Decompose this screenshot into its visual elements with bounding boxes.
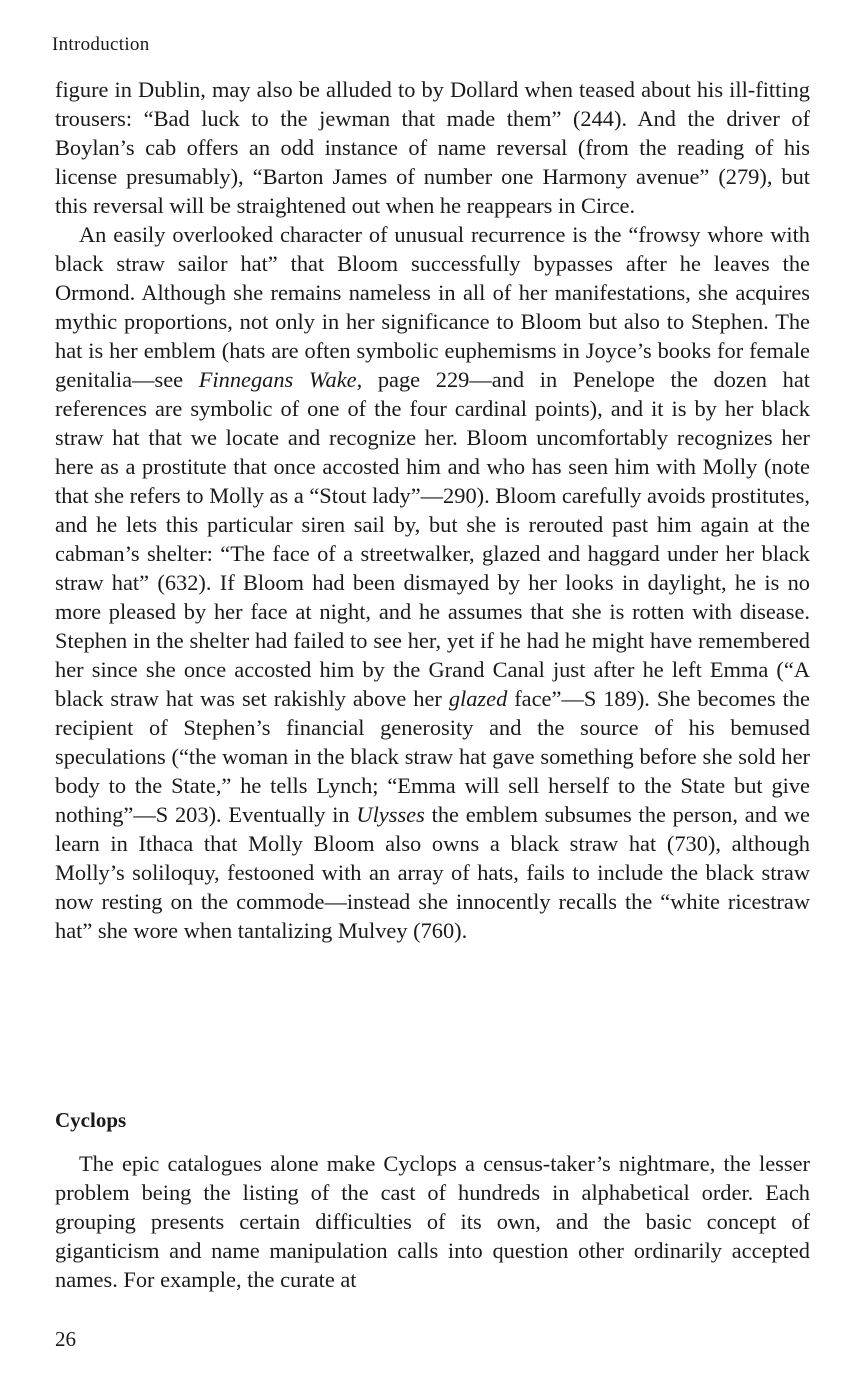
body-text bbox=[55, 75, 810, 945]
section-heading: Cyclops bbox=[55, 1108, 127, 1132]
running-head: Introduction bbox=[52, 34, 150, 55]
paragraph-text: the emblem subsumes the person, and we learn in Ithaca that Molly Bloom also owns a black straw hat (730), although Molly’s soliloquy, festooned with an array of hats, fails to include the black straw now resting on the commode—instead she innocently recalls the “white ricestraw hat” she wore when tantalizing Mulvey (760). bbox=[55, 802, 810, 943]
paragraph-text: face”—S 189). She becomes the recipient of Stephen’s financial generosity and the source of his bemused speculations (“the woman in the black straw hat gave something before she sold her body to the State,” he tells Lynch; “Emma will sell herself to the State but give nothing”—S 203). Eventually in bbox=[55, 686, 810, 827]
paragraph-continued: figure in Dublin, may also be alluded to by Dollard when teased about his ill-fitting trousers: “Bad luck to the jewman that made them” (244). And the driver of Boylan’s cab offers an odd instance of name reversal (from the reading of his license presumably), “Barton James of number one Harmony avenue” (279), but this reversal will be straightened out when he reappears in Circe. bbox=[55, 77, 810, 218]
paragraph-text: An easily overlooked character of unusual recurrence is the “frowsy whore with black straw sailor hat” that Bloom successfully bypasses after he leaves the Ormond. Although she remains nameless in all of her manifestations, she acquires mythic proportions, not only in her significance to Bloom but also to Stephen. The hat is her emblem (hats are often symbolic euphemisms in Joyce’s books for female genitalia—see bbox=[55, 222, 810, 392]
paragraph-cyclops: The epic catalogues alone make Cyclops a census-taker’s nightmare, the lesser problem being the listing of the cast of hundreds in alphabetical order. Each grouping presents certain difficulties of its own, and the basic concept of giganticism and name manipulation calls into question other ordinarily accepted names. For example, the curate at bbox=[55, 1151, 810, 1292]
italic-title-finnegans-wake: Finnegans Wake, bbox=[198, 367, 363, 392]
page-number: 26 bbox=[55, 1327, 76, 1351]
section-body-text bbox=[55, 1149, 810, 1294]
paragraph-frowsy-whore bbox=[55, 220, 810, 945]
paragraph-text: page 229—and in Penelope the dozen hat references are symbolic of one of the four cardinal points), and it is by her black straw hat that we locate and recognize her. Bloom uncomfortably recognizes her here as a prostitute that once accosted him and who has seen him with Molly (note that she refers to Molly as a “Stout lady”—290). Bloom carefully avoids prostitutes, and he lets this particular siren sail by, but she is rerouted past him again at the cabman’s shelter: “The face of a streetwalker, glazed and haggard under her black straw hat” (632). If Bloom had been dismayed by her looks in daylight, he is no more pleased by her face at night, and he assumes that she is rotten with disease. Stephen in the shelter had failed to see her, yet if he had he might have remembered her since she once accosted him by the Grand Canal just after he left Emma (“A black straw hat was set rakishly above her bbox=[55, 367, 811, 711]
italic-title-ulysses: Ulysses bbox=[356, 802, 425, 827]
italic-word-glazed: glazed bbox=[448, 686, 508, 711]
